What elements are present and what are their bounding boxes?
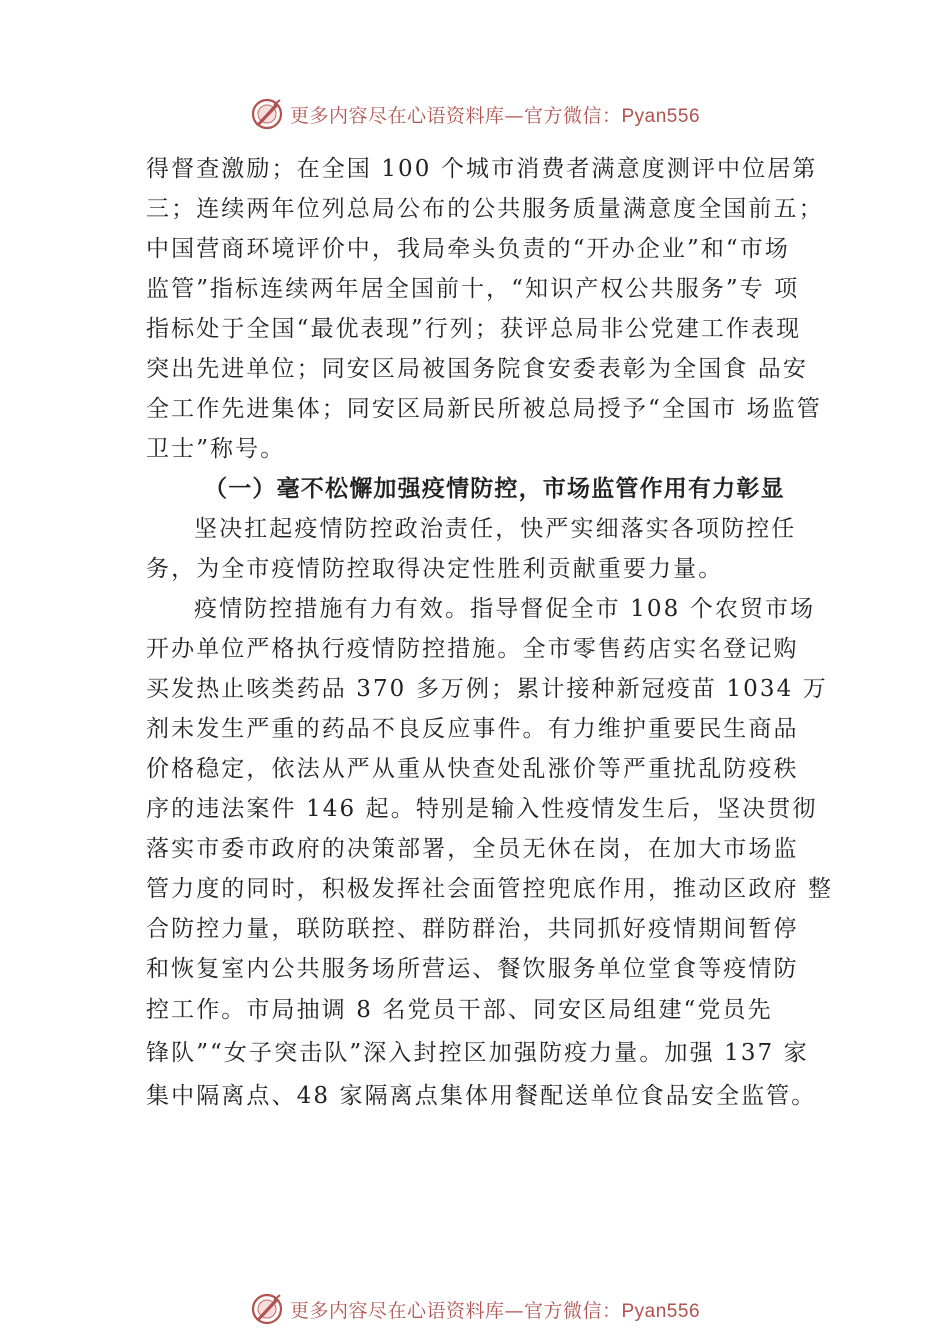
document-body	[146, 149, 836, 1118]
header-watermark-banner	[0, 94, 950, 134]
paragraph-line: 务，为全市疫情防控取得决定性胜利贡献重要力量。	[146, 556, 724, 582]
footer-banner-text: 更多内容尽在心语资料库—官方微信：Pyan556	[289, 1299, 701, 1322]
paragraph-line: 开办单位严格执行疫情防控措施。全市零售药店实名登记购	[146, 636, 799, 662]
paragraph-line: 序的违法案件 146 起。特别是输入性疫情发生后，坚决贯彻	[146, 796, 818, 822]
quill-seal-icon	[250, 1292, 284, 1326]
paragraph-line: 坚决扛起疫情防控政治责任，快严实细落实各项防控任	[194, 516, 797, 542]
paragraph-line: 落实市委市政府的决策部署，全员无休在岗，在加大市场监	[146, 836, 799, 862]
header-banner-text: 更多内容尽在心语资料库—官方微信：Pyan556	[289, 104, 701, 127]
paragraph-line: 集中隔离点、48 家隔离点集体用餐配送单位食品安全监管。	[146, 1083, 817, 1109]
body-line: 突出先进单位；同安区局被国务院食安委表彰为全国食 品安	[146, 356, 809, 382]
header-banner-id: Pyan556	[621, 105, 701, 127]
quill-seal-icon	[250, 97, 284, 131]
paragraph-line: 合防控力量，联防联控、群防群治，共同抓好疫情期间暂停	[146, 916, 799, 942]
body-line: 中国营商环境评价中，我局牵头负责的“开办企业”和“市场	[146, 236, 790, 262]
body-line: 得督查激励；在全国 100 个城市消费者满意度测评中位居第	[146, 156, 818, 182]
body-line: 指标处于全国“最优表现”行列；获评总局非公党建工作表现	[146, 316, 802, 342]
footer-banner-id: Pyan556	[621, 1300, 701, 1322]
body-line: 卫士”称号。	[146, 436, 286, 462]
paragraph-line: 和恢复室内公共服务场所营运、餐饮服务单位堂食等疫情防	[146, 956, 799, 982]
body-line: 三；连续两年位列总局公布的公共服务质量满意度全国前五；	[146, 196, 824, 222]
paragraph-line: 锋队”“女子突击队”深入封控区加强防疫力量。加强 137 家	[146, 1040, 809, 1066]
paragraph-line: 管力度的同时，积极发挥社会面管控兜底作用，推动区政府 整	[146, 876, 834, 902]
section-heading: （一）毫不松懈加强疫情防控，市场监管作用有力彰显	[204, 475, 785, 502]
paragraph-line: 疫情防控措施有力有效。指导督促全市 108 个农贸市场	[194, 596, 816, 622]
paragraph-line: 买发热止咳类药品 370 多万例；累计接种新冠疫苗 1034 万	[146, 676, 828, 702]
body-line: 监管”指标连续两年居全国前十，“知识产权公共服务”专 项	[146, 276, 800, 302]
paragraph-line: 剂未发生严重的药品不良反应事件。有力维护重要民生商品	[146, 716, 799, 742]
paragraph-line: 控工作。市局抽调 8 名党员干部、同安区局组建“党员先	[146, 997, 773, 1023]
body-line: 全工作先进集体；同安区局新民所被总局授予“全国市 场监管	[146, 396, 822, 422]
paragraph-line: 价格稳定，依法从严从重从快查处乱涨价等严重扰乱防疫秩	[146, 756, 799, 782]
footer-watermark-banner	[0, 1289, 950, 1329]
